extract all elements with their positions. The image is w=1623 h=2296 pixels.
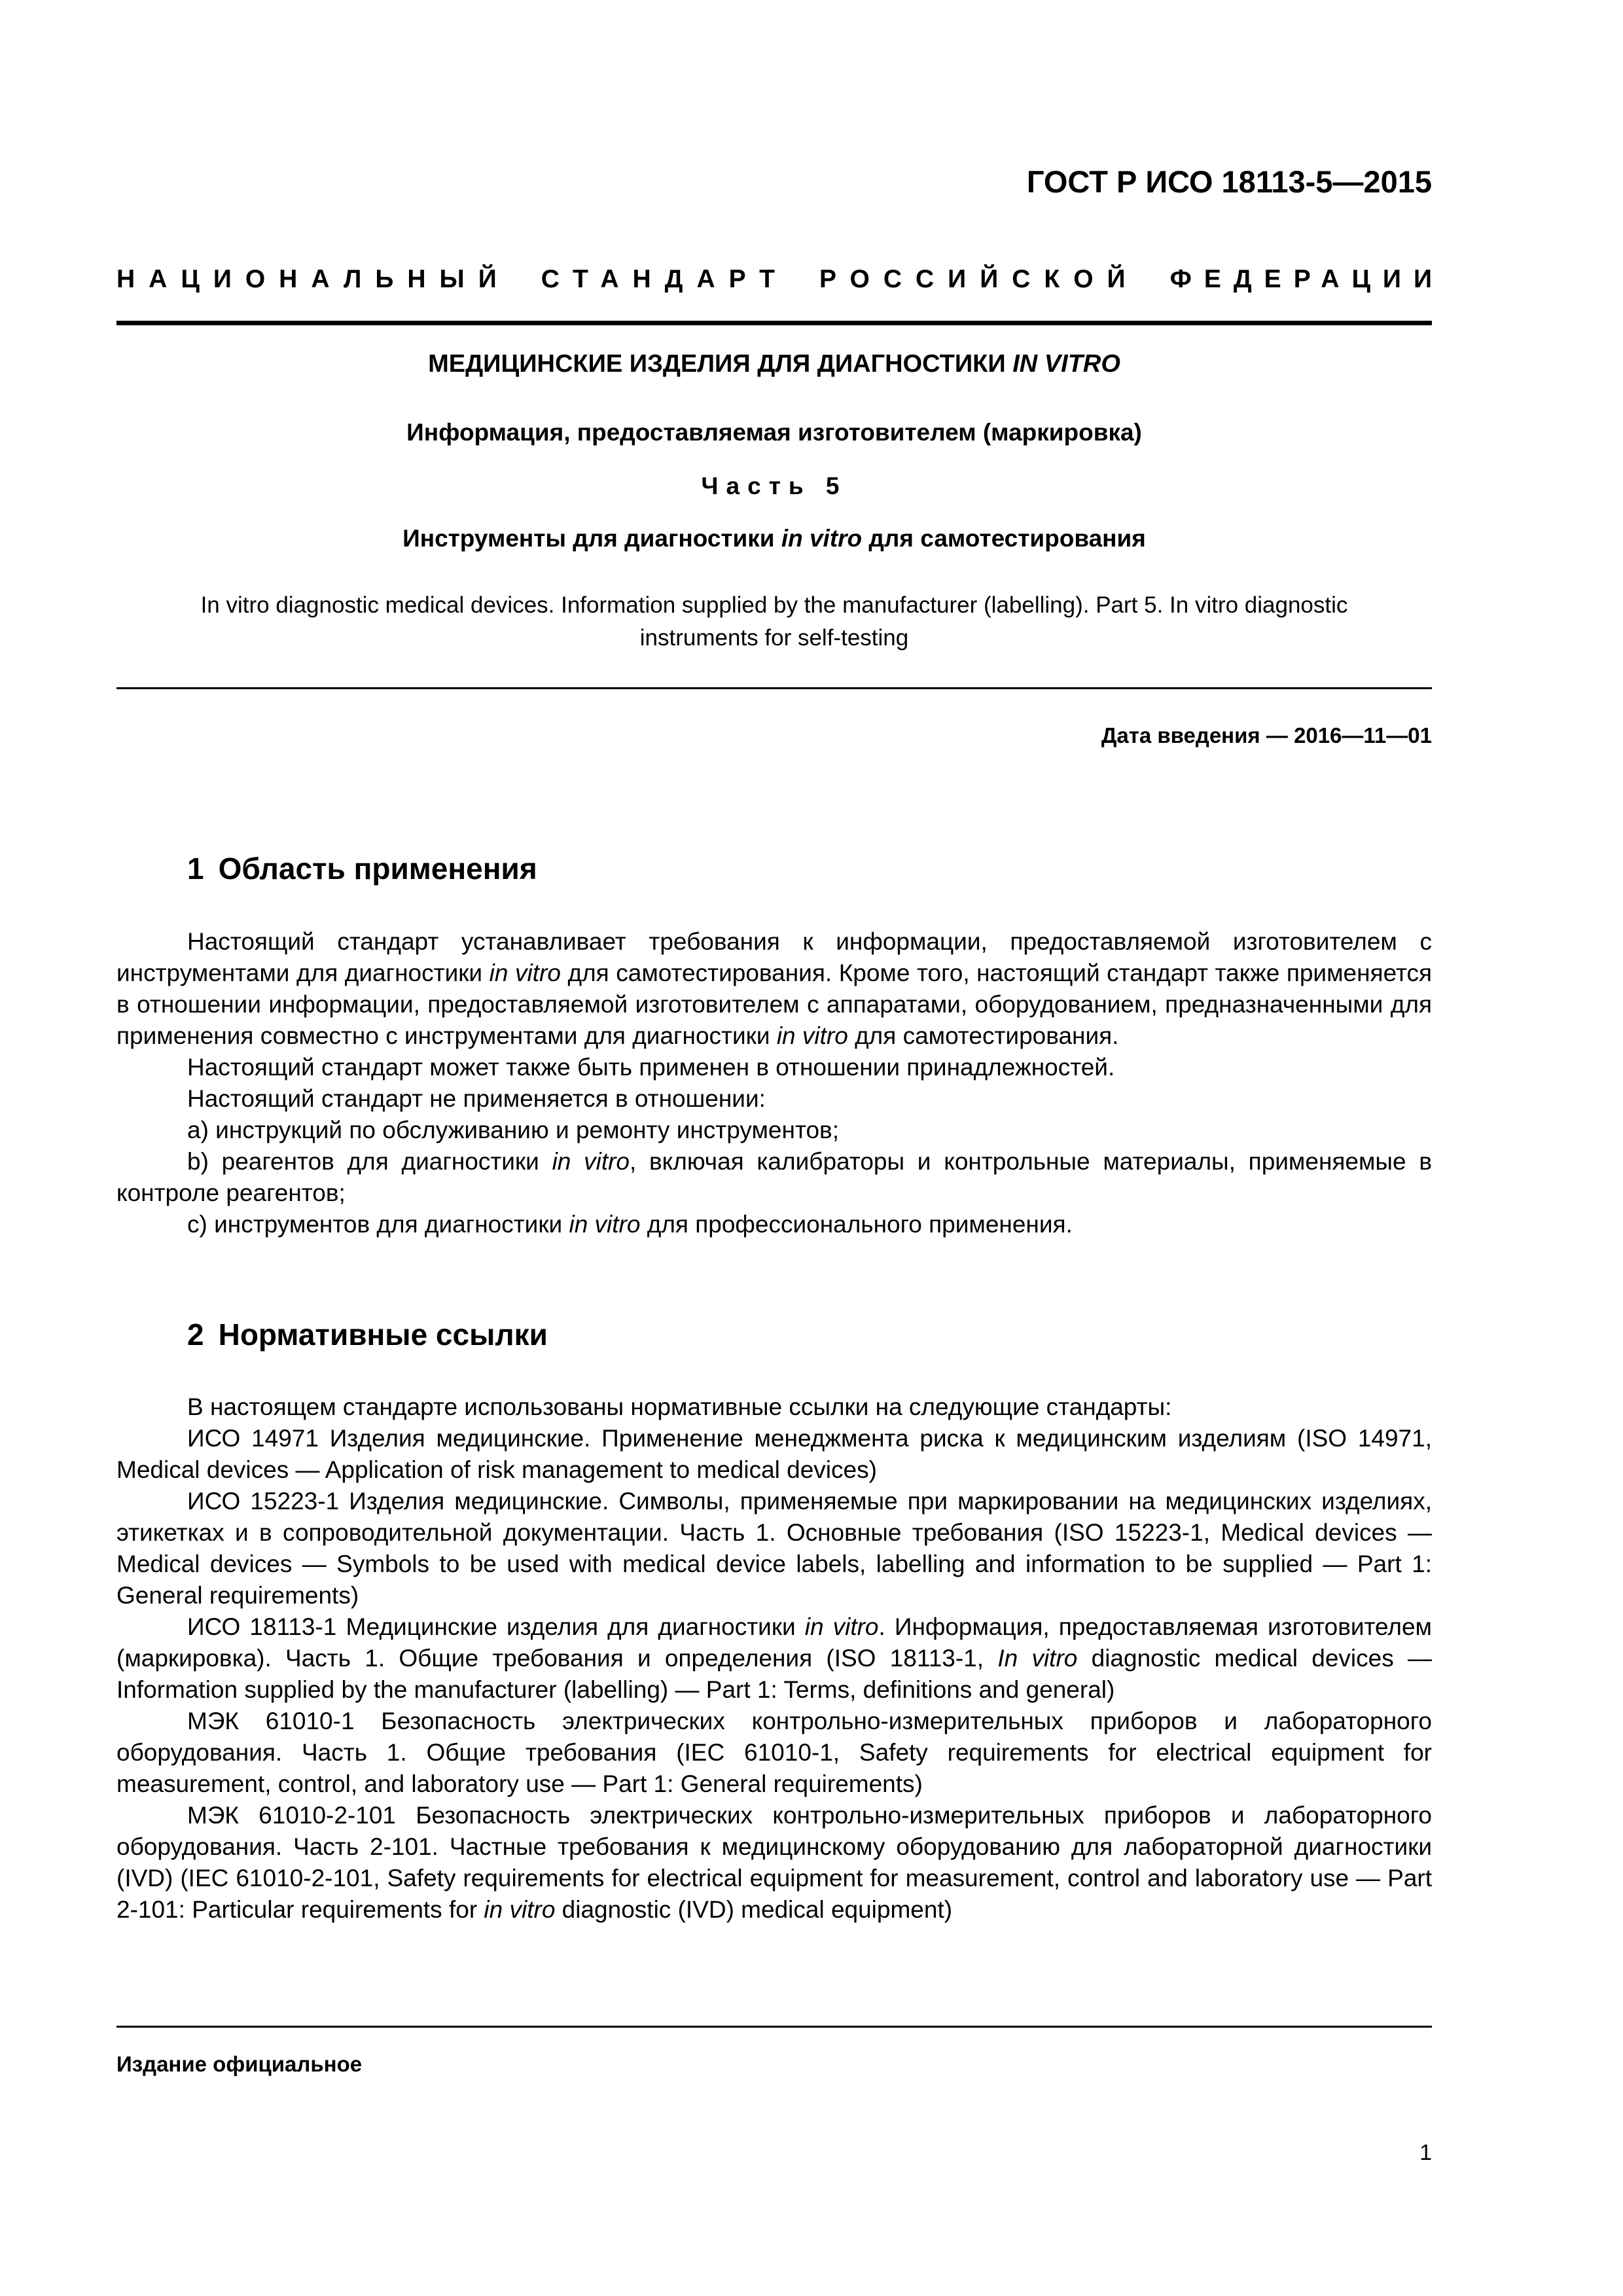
national-word: РОССИЙСКОЙ: [819, 265, 1139, 293]
national-word: СТАНДАРТ: [541, 265, 789, 293]
reference-item: МЭК 61010-1 Безопасность электрических контрольно-измерительных приборов и лабораторного оборудования. Часть 1. Общие требования (IEC 61010-1, Safety requirements for electrical equipment for measurement, control, and laboratory use — Part 1: General requirements): [116, 1708, 1432, 1797]
gost-number: ГОСТ Р ИСО 18113-5—2015: [1026, 164, 1432, 199]
paragraph: Настоящий стандарт не применяется в отношении:: [187, 1085, 766, 1112]
official-edition-label: Издание официальное: [116, 2052, 363, 2076]
paragraph: Настоящий стандарт устанавливает требования к информации, предоставляемой изготовителем с инструментами для диагностики in vitro для самотестирования. Кроме того, настоящий стандарт также применяется в отношении информации, предоставляемой изготовителем с аппаратами, оборудованием, предназначенными для применения совместно с инструментами для диагностики in vitro для самотестирования.: [116, 928, 1433, 1049]
section-1-heading: 1 Область применения: [187, 852, 537, 886]
reference-item: ИСО 18113-1 Медицинские изделия для диагностики in vitro. Информация, предоставляемая изготовителем (маркировка). Часть 1. Общие требования и определения (ISO 18113-1, In vitro diagnostic medical devices — Information supplied by the manufacturer (labelling) — Part 1: Terms, definitions and general): [116, 1613, 1432, 1703]
section-2-heading: 2 Нормативные ссылки: [187, 1318, 548, 1352]
english-title: In vitro diagnostic medical devices. Information supplied by the manufacturer (labelling). Part 5. In vitro diagnostic instruments for self-testing: [200, 592, 1348, 651]
list-item: b) реагентов для диагностики in vitro, включая калибраторы и контрольные материалы, применяемые в контроле реагентов;: [116, 1148, 1432, 1206]
national-word: ФЕДЕРАЦИИ: [1169, 265, 1444, 293]
subtitle: Информация, предоставляемая изготовителем (маркировка): [406, 419, 1142, 446]
national-word: НАЦИОНАЛЬНЫЙ: [116, 265, 510, 293]
reference-item: МЭК 61010-2-101 Безопасность электрических контрольно-измерительных приборов и лабораторного оборудования. Часть 2-101. Частные требования к медицинскому оборудованию для лабораторной диагностики (IVD) (IEC 61010-2-101, Safety requirements for electrical equipment for measurement, control and laboratory use — Part 2-101: Particular requirements for in vitro diagnostic (IVD) medical equipment): [116, 1802, 1432, 1923]
part-number: Часть 5: [701, 473, 847, 499]
reference-item: ИСО 14971 Изделия медицинские. Применение менеджмента риска к медицинским изделиям (ISO 14971, Medical devices — Application of risk management to medical devices): [116, 1425, 1432, 1483]
page-number: 1: [1419, 2140, 1432, 2165]
list-item: а) инструкций по обслуживанию и ремонту инструментов;: [187, 1117, 839, 1143]
section-2-body: [116, 1391, 1432, 1926]
paragraph: Настоящий стандарт может также быть применен в отношении принадлежностей.: [187, 1054, 1115, 1081]
main-title: МЕДИЦИНСКИЕ ИЗДЕЛИЯ ДЛЯ ДИАГНОСТИКИ IN VITRO: [428, 350, 1120, 378]
footer-rule: [116, 2026, 1432, 2028]
reference-item: ИСО 15223-1 Изделия медицинские. Символы, применяемые при маркировании на медицинских изделиях, этикетках и в сопроводительной документации. Часть 1. Основные требования (ISO 15223-1, Medical devices — Medical devices — Symbols to be used with medical device labels, labelling and information to be supplied — Part 1: General requirements): [116, 1488, 1432, 1609]
part-title: Инструменты для диагностики in vitro для самотестирования: [402, 525, 1146, 552]
paragraph: В настоящем стандарте использованы нормативные ссылки на следующие стандарты:: [187, 1393, 1172, 1420]
header-rule: [116, 321, 1432, 325]
title-rule: [116, 687, 1432, 689]
section-1-body: [116, 926, 1432, 1240]
national-standard-title: [116, 265, 1444, 294]
introduction-date: Дата введения — 2016—11—01: [1101, 723, 1432, 747]
list-item: с) инструментов для диагностики in vitro для профессионального применения.: [187, 1211, 1073, 1238]
